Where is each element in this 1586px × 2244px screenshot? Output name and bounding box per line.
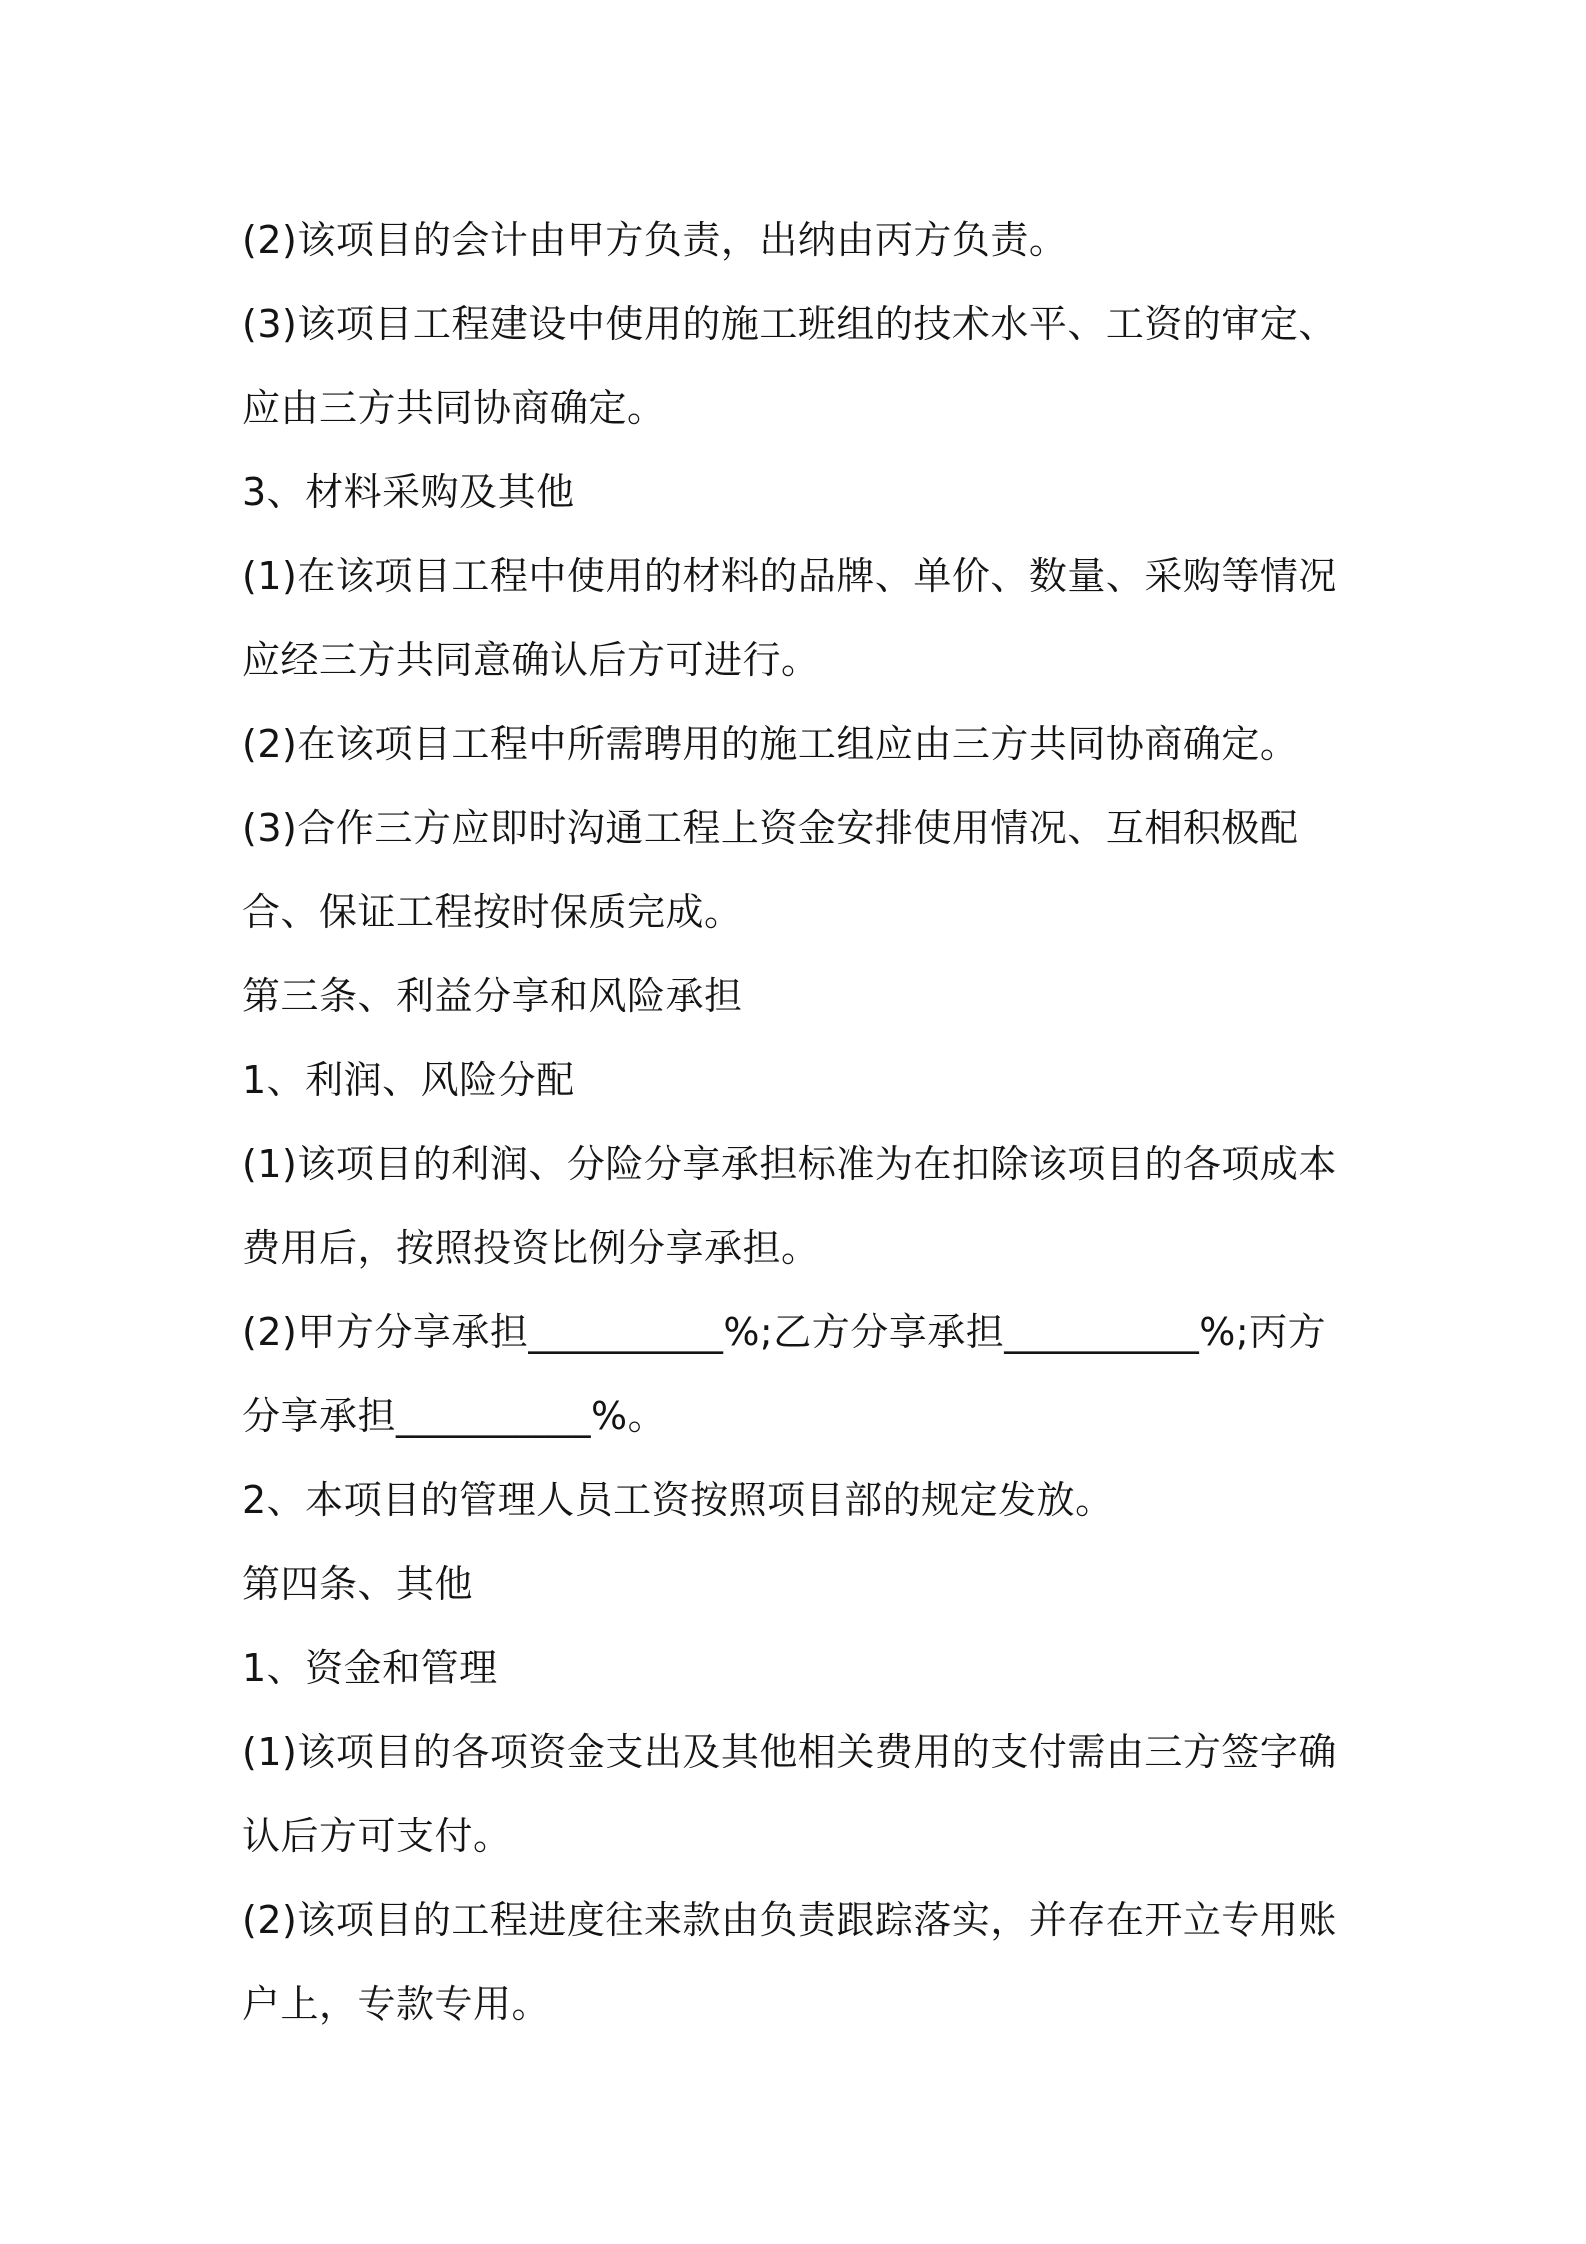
paragraph-share-percentages: (2)甲方分享承担__________%;乙方分享承担__________%;丙方分享承担__________%。 [242,1310,1327,1438]
paragraph-construction-team: (3)该项目工程建设中使用的施工班组的技术水平、工资的审定、应由三方共同协商确定。 [242,302,1337,430]
article-heading-other: 第四条、其他 [242,1562,474,1606]
paragraph-accounting: (2)该项目的会计由甲方负责，出纳由丙方负责。 [242,218,1068,262]
paragraph-construction-group: (2)在该项目工程中所需聘用的施工组应由三方共同协商确定。 [242,722,1299,766]
paragraph-management-wages: 2、本项目的管理人员工资按照项目部的规定发放。 [242,1478,1114,1522]
paragraph-profit-standard: (1)该项目的利润、分险分享承担标准为在扣除该项目的各项成本费用后，按照投资比例分享承担。 [242,1142,1337,1270]
section-heading-profit-distribution: 1、利润、风险分配 [242,1058,575,1102]
paragraph-special-account: (2)该项目的工程进度往来款由负责跟踪落实，并存在开立专用账户上，专款专用。 [242,1898,1337,2026]
paragraph-materials-confirmation: (1)在该项目工程中使用的材料的品牌、单价、数量、采购等情况应经三方共同意确认后方可进行。 [242,554,1337,682]
section-heading-materials: 3、材料采购及其他 [242,470,575,514]
section-heading-funds-management: 1、资金和管理 [242,1646,498,1690]
document-body [242,198,1362,2046]
article-heading-profit-risk: 第三条、利益分享和风险承担 [242,974,743,1018]
paragraph-expense-approval: (1)该项目的各项资金支出及其他相关费用的支付需由三方签字确认后方可支付。 [242,1730,1337,1858]
paragraph-cooperation: (3)合作三方应即时沟通工程上资金安排使用情况、互相积极配合、保证工程按时保质完成。 [242,806,1299,934]
